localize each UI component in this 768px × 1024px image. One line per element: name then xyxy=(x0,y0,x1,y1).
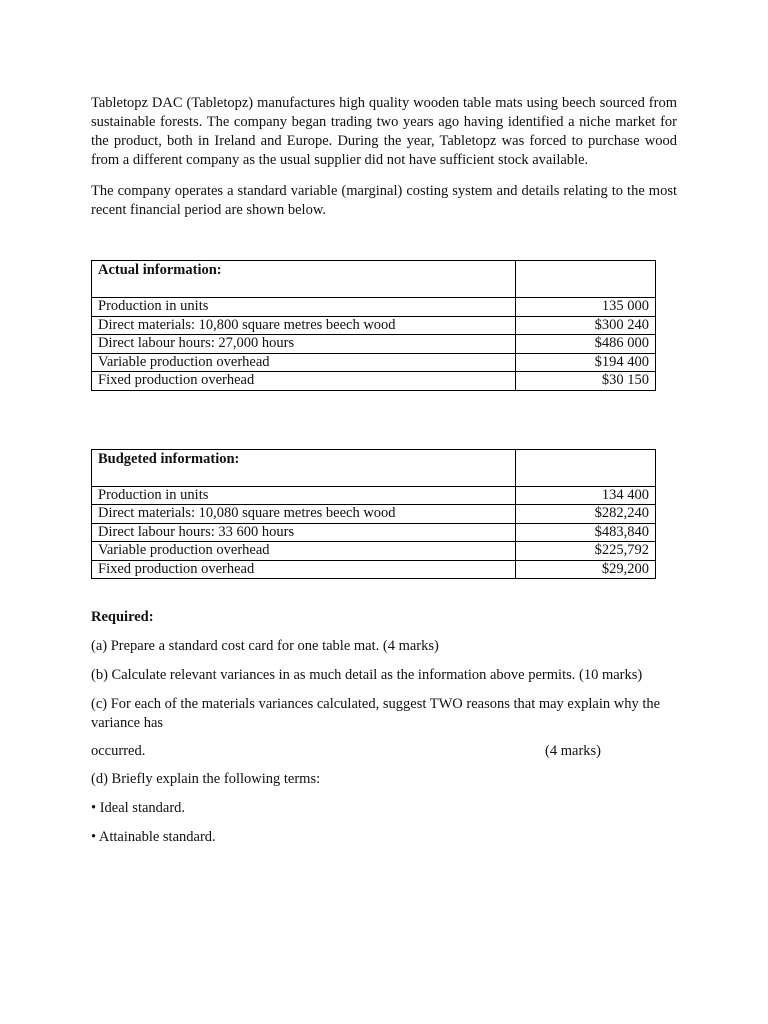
budgeted-info-table xyxy=(91,449,656,580)
table-row xyxy=(92,486,656,505)
actual-info-table xyxy=(91,260,656,391)
table-header-empty-cell xyxy=(516,449,656,486)
table-row xyxy=(92,353,656,372)
table-row xyxy=(92,542,656,561)
question-c-continuation xyxy=(91,743,601,760)
intro-paragraph-1: Tabletopz DAC (Tabletopz) manufactures high quality wooden table mats using beech sourced from sustainable forests. The company began trading two years ago having identified a niche market for the product, both in Ireland and Europe. During the year, Tabletopz was forced to purchase wood from a different company as the usual supplier did not have sufficient stock available. xyxy=(91,95,677,168)
row-label: Variable production overhead xyxy=(92,353,516,372)
table-row xyxy=(92,505,656,524)
question-c-marks: (4 marks) xyxy=(545,743,601,759)
document-page xyxy=(91,94,677,857)
row-value: 134 400 xyxy=(516,486,656,505)
row-label: Direct labour hours: 33 600 hours xyxy=(92,523,516,542)
row-value: $483,840 xyxy=(516,523,656,542)
question-c: (c) For each of the materials variances calculated, suggest TWO reasons that may explain why the variance has xyxy=(91,696,661,731)
table-row xyxy=(92,560,656,579)
required-heading: Required: xyxy=(91,609,154,625)
row-value: $225,792 xyxy=(516,542,656,561)
budgeted-table-title: Budgeted information: xyxy=(92,449,516,486)
row-value: $29,200 xyxy=(516,560,656,579)
row-label: Production in units xyxy=(92,298,516,317)
row-label: Direct materials: 10,080 square metres beech wood xyxy=(92,505,516,524)
table-row xyxy=(92,316,656,335)
question-a: (a) Prepare a standard cost card for one table mat. (4 marks) xyxy=(91,638,439,654)
question-d: (d) Briefly explain the following terms: xyxy=(91,771,321,787)
row-label: Direct materials: 10,800 square metres beech wood xyxy=(92,316,516,335)
row-value: $300 240 xyxy=(516,316,656,335)
table-header-empty-cell xyxy=(516,261,656,298)
question-c-cont-text: occurred. xyxy=(91,743,146,759)
row-label: Variable production overhead xyxy=(92,542,516,561)
bullet-ideal-standard: • Ideal standard. xyxy=(91,800,186,816)
row-label: Fixed production overhead xyxy=(92,560,516,579)
actual-table-title: Actual information: xyxy=(92,261,516,298)
bullet-attainable-standard: • Attainable standard. xyxy=(91,829,216,845)
row-value: $486 000 xyxy=(516,335,656,354)
row-label: Direct labour hours: 27,000 hours xyxy=(92,335,516,354)
table-row xyxy=(92,298,656,317)
row-value: $30 150 xyxy=(516,372,656,391)
table-header-row xyxy=(92,449,656,486)
required-section xyxy=(91,608,677,847)
row-value: $282,240 xyxy=(516,505,656,524)
table-row xyxy=(92,335,656,354)
row-label: Production in units xyxy=(92,486,516,505)
row-value: 135 000 xyxy=(516,298,656,317)
table-row xyxy=(92,372,656,391)
question-b: (b) Calculate relevant variances in as much detail as the information above permits. (10 marks) xyxy=(91,667,643,683)
table-row xyxy=(92,523,656,542)
table-header-row xyxy=(92,261,656,298)
row-label: Fixed production overhead xyxy=(92,372,516,391)
row-value: $194 400 xyxy=(516,353,656,372)
intro-paragraph-2: The company operates a standard variable (marginal) costing system and details relating to the most recent financial period are shown below. xyxy=(91,183,677,218)
